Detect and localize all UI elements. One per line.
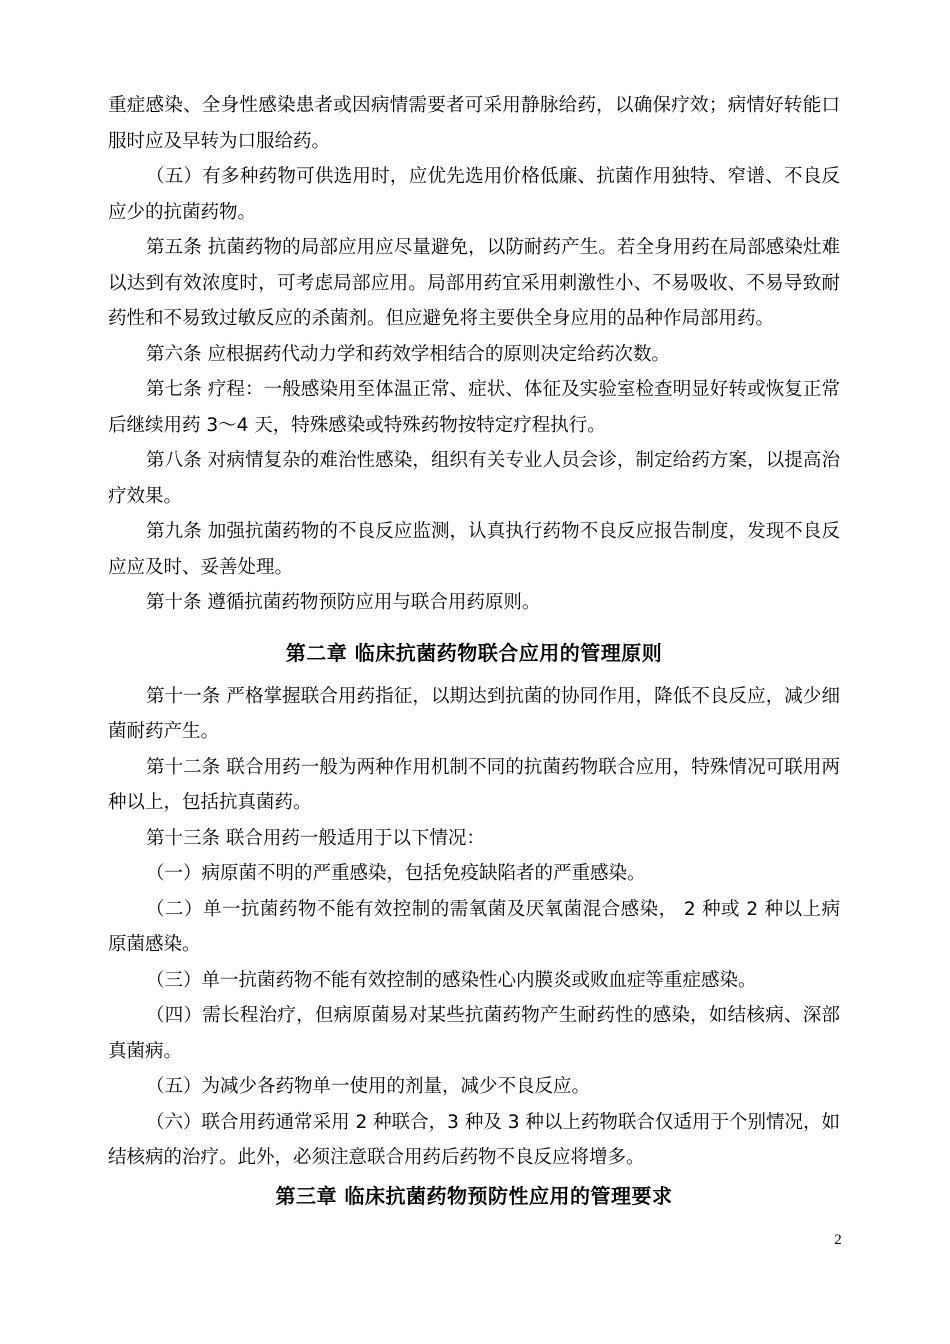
paragraph-continuation: 重症感染、全身性感染患者或因病情需要者可采用静脉给药，以确保疗效；病情好转能口服时应及早转为口服给药。 xyxy=(108,95,840,152)
paragraph-article-11: 第十一条 严格掌握联合用药指征，以期达到抗菌的协同作用，降低不良反应，减少细菌耐药产生。 xyxy=(108,685,840,742)
list-item-2: （二）单一抗菌药物不能有效控制的需氧菌及厌氧菌混合感染， 2 种或 2 种以上病原菌感染。 xyxy=(108,898,840,955)
paragraph-article-10: 第十条 遵循抗菌药物预防应用与联合用药原则。 xyxy=(146,592,541,613)
list-item-4: （四）需长程治疗，但病原菌易对某些抗菌药物产生耐药性的感染，如结核病、深部真菌病。 xyxy=(108,1005,840,1062)
chapter-3-heading: 第三章 临床抗菌药物预防性应用的管理要求 xyxy=(275,1183,673,1208)
paragraph-article-5: 第五条 抗菌药物的局部应用应尽量避免，以防耐药产生。若全身用药在局部感染灶难以达到有效浓度时，可考虑局部应用。局部用药宜采用刺激性小、不易吸收、不易导致耐药性和不易致过敏反应的杀菌剂。但应避免将主要供全身应用的品种作局部用药。 xyxy=(108,237,840,329)
list-item-3: （三）单一抗菌药物不能有效控制的感染性心内膜炎或败血症等重症感染。 xyxy=(146,969,757,991)
paragraph-article-9: 第九条 加强抗菌药物的不良反应监测，认真执行药物不良反应报告制度，发现不良反应应及时、妥善处理。 xyxy=(108,521,840,578)
paragraph-article-8: 第八条 对病情复杂的难治性感染，组织有关专业人员会诊，制定给药方案，以提高治疗效果。 xyxy=(108,450,840,507)
paragraph-article-6: 第六条 应根据药代动力学和药效学相结合的原则决定给药次数。 xyxy=(146,343,670,365)
list-item-1: （一）病原菌不明的严重感染，包括免疫缺陷者的严重感染。 xyxy=(146,863,646,884)
paragraph-article-7: 第七条 疗程：一般感染用至体温正常、症状、体征及实验室检查明显好转或恢复正常后继续用药 3～4 天，特殊感染或特殊药物按特定疗程执行。 xyxy=(108,379,840,436)
page-content xyxy=(108,88,840,1216)
page-number: 2 xyxy=(834,1232,842,1248)
paragraph-article-13: 第十三条 联合用药一般适用于以下情况： xyxy=(146,827,485,849)
paragraph-item-5: （五）有多种药物可供选用时，应优先选用价格低廉、抗菌作用独特、窄谱、不良反应少的抗菌药物。 xyxy=(108,166,840,223)
chapter-2-heading: 第二章 临床抗菌药物联合应用的管理原则 xyxy=(285,640,663,665)
list-item-5: （五）为减少各药物单一使用的剂量，减少不良反应。 xyxy=(146,1076,591,1097)
paragraph-article-12: 第十二条 联合用药一般为两种作用机制不同的抗菌药物联合应用，特殊情况可联用两种以上，包括抗真菌药。 xyxy=(108,756,840,813)
list-item-6: （六）联合用药通常采用 2 种联合，3 种及 3 种以上药物联合仅适用于个别情况，如结核病的治疗。此外，必须注意联合用药后药物不良反应将增多。 xyxy=(108,1111,840,1168)
